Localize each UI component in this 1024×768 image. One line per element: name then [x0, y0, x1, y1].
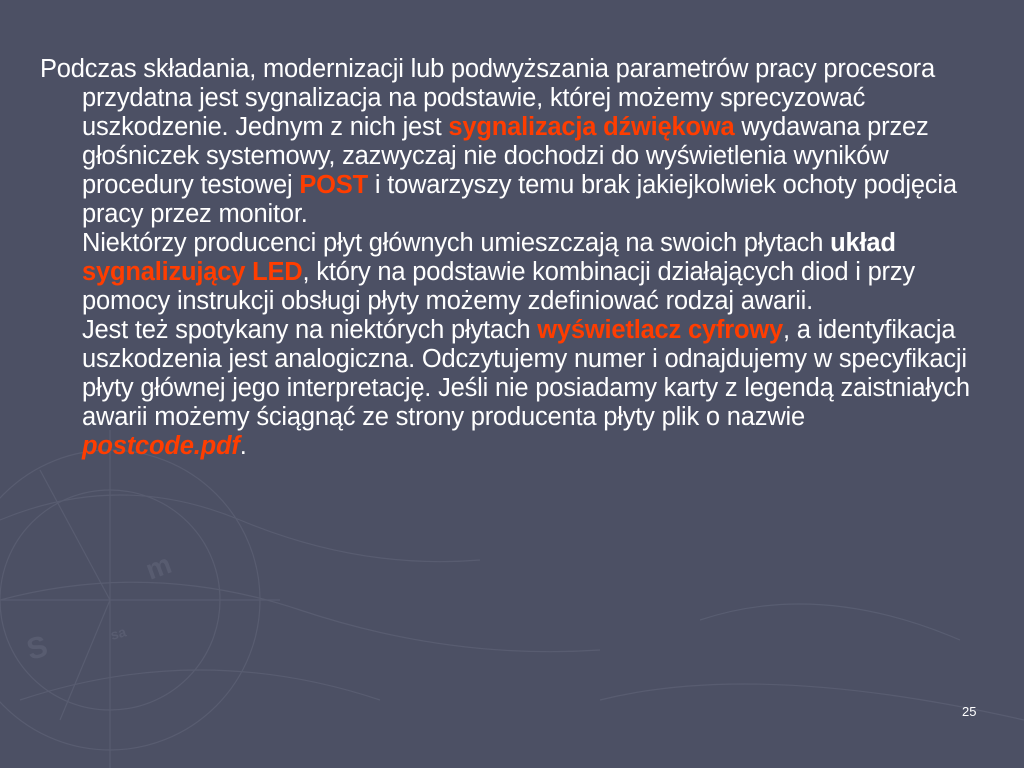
paragraph-digital-display	[40, 316, 970, 461]
paragraph-post-beep	[40, 55, 970, 229]
text-normal: .	[239, 432, 247, 460]
text-normal: Jest też spotykany na niektórych płytach	[82, 316, 538, 344]
text-normal: Niektórzy producenci płyt głównych umieszczają na swoich płytach	[82, 229, 831, 257]
text-normal: i towarzyszy temu brak jakiejkolwiek ochoty podjęcia pracy przez monitor.	[82, 171, 957, 228]
page-number: 25	[962, 704, 977, 719]
bold-uklad: układ	[830, 229, 896, 257]
highlight-post: POST	[299, 171, 368, 199]
paragraph-led	[40, 229, 970, 316]
svg-text:S: S	[23, 629, 52, 667]
highlight-sygnalizujacy-led: sygnalizujący LED	[82, 258, 303, 286]
slide-body	[40, 55, 970, 461]
highlight-sygnalizacja-dzwiekowa: sygnalizacja dźwiękowa	[448, 113, 735, 141]
svg-text:m: m	[141, 547, 176, 586]
text-normal: , a identyfikacja uszkodzenia jest analogiczna. Odczytujemy numer i odnajdujemy w specyfikacji płyty głównej jego interpretację. Jeśli nie posiadamy karty z legendą zaistniałych awarii możemy ściągnąć ze strony producenta płyty plik o nazwie	[82, 316, 970, 431]
svg-text:sa: sa	[108, 623, 128, 643]
highlight-postcode-pdf: postcode.pdf	[82, 432, 240, 460]
highlight-wyswietlacz-cyfrowy: wyświetlacz cyfrowy	[537, 316, 783, 344]
text-normal: , który na podstawie kombinacji działających diod i przy pomocy instrukcji obsługi płyty możemy zdefiniować rodzaj awarii.	[82, 258, 915, 315]
text-normal: wydawana przez głośniczek systemowy, zazwyczaj nie dochodzi do wyświetlenia wyników procedury testowej	[82, 113, 929, 199]
text-normal: Podczas składania, modernizacji lub podwyższania parametrów pracy procesora przydatna jest sygnalizacja na podstawie, której możemy sprecyzować uszkodzenie. Jednym z nich jest	[40, 55, 935, 141]
